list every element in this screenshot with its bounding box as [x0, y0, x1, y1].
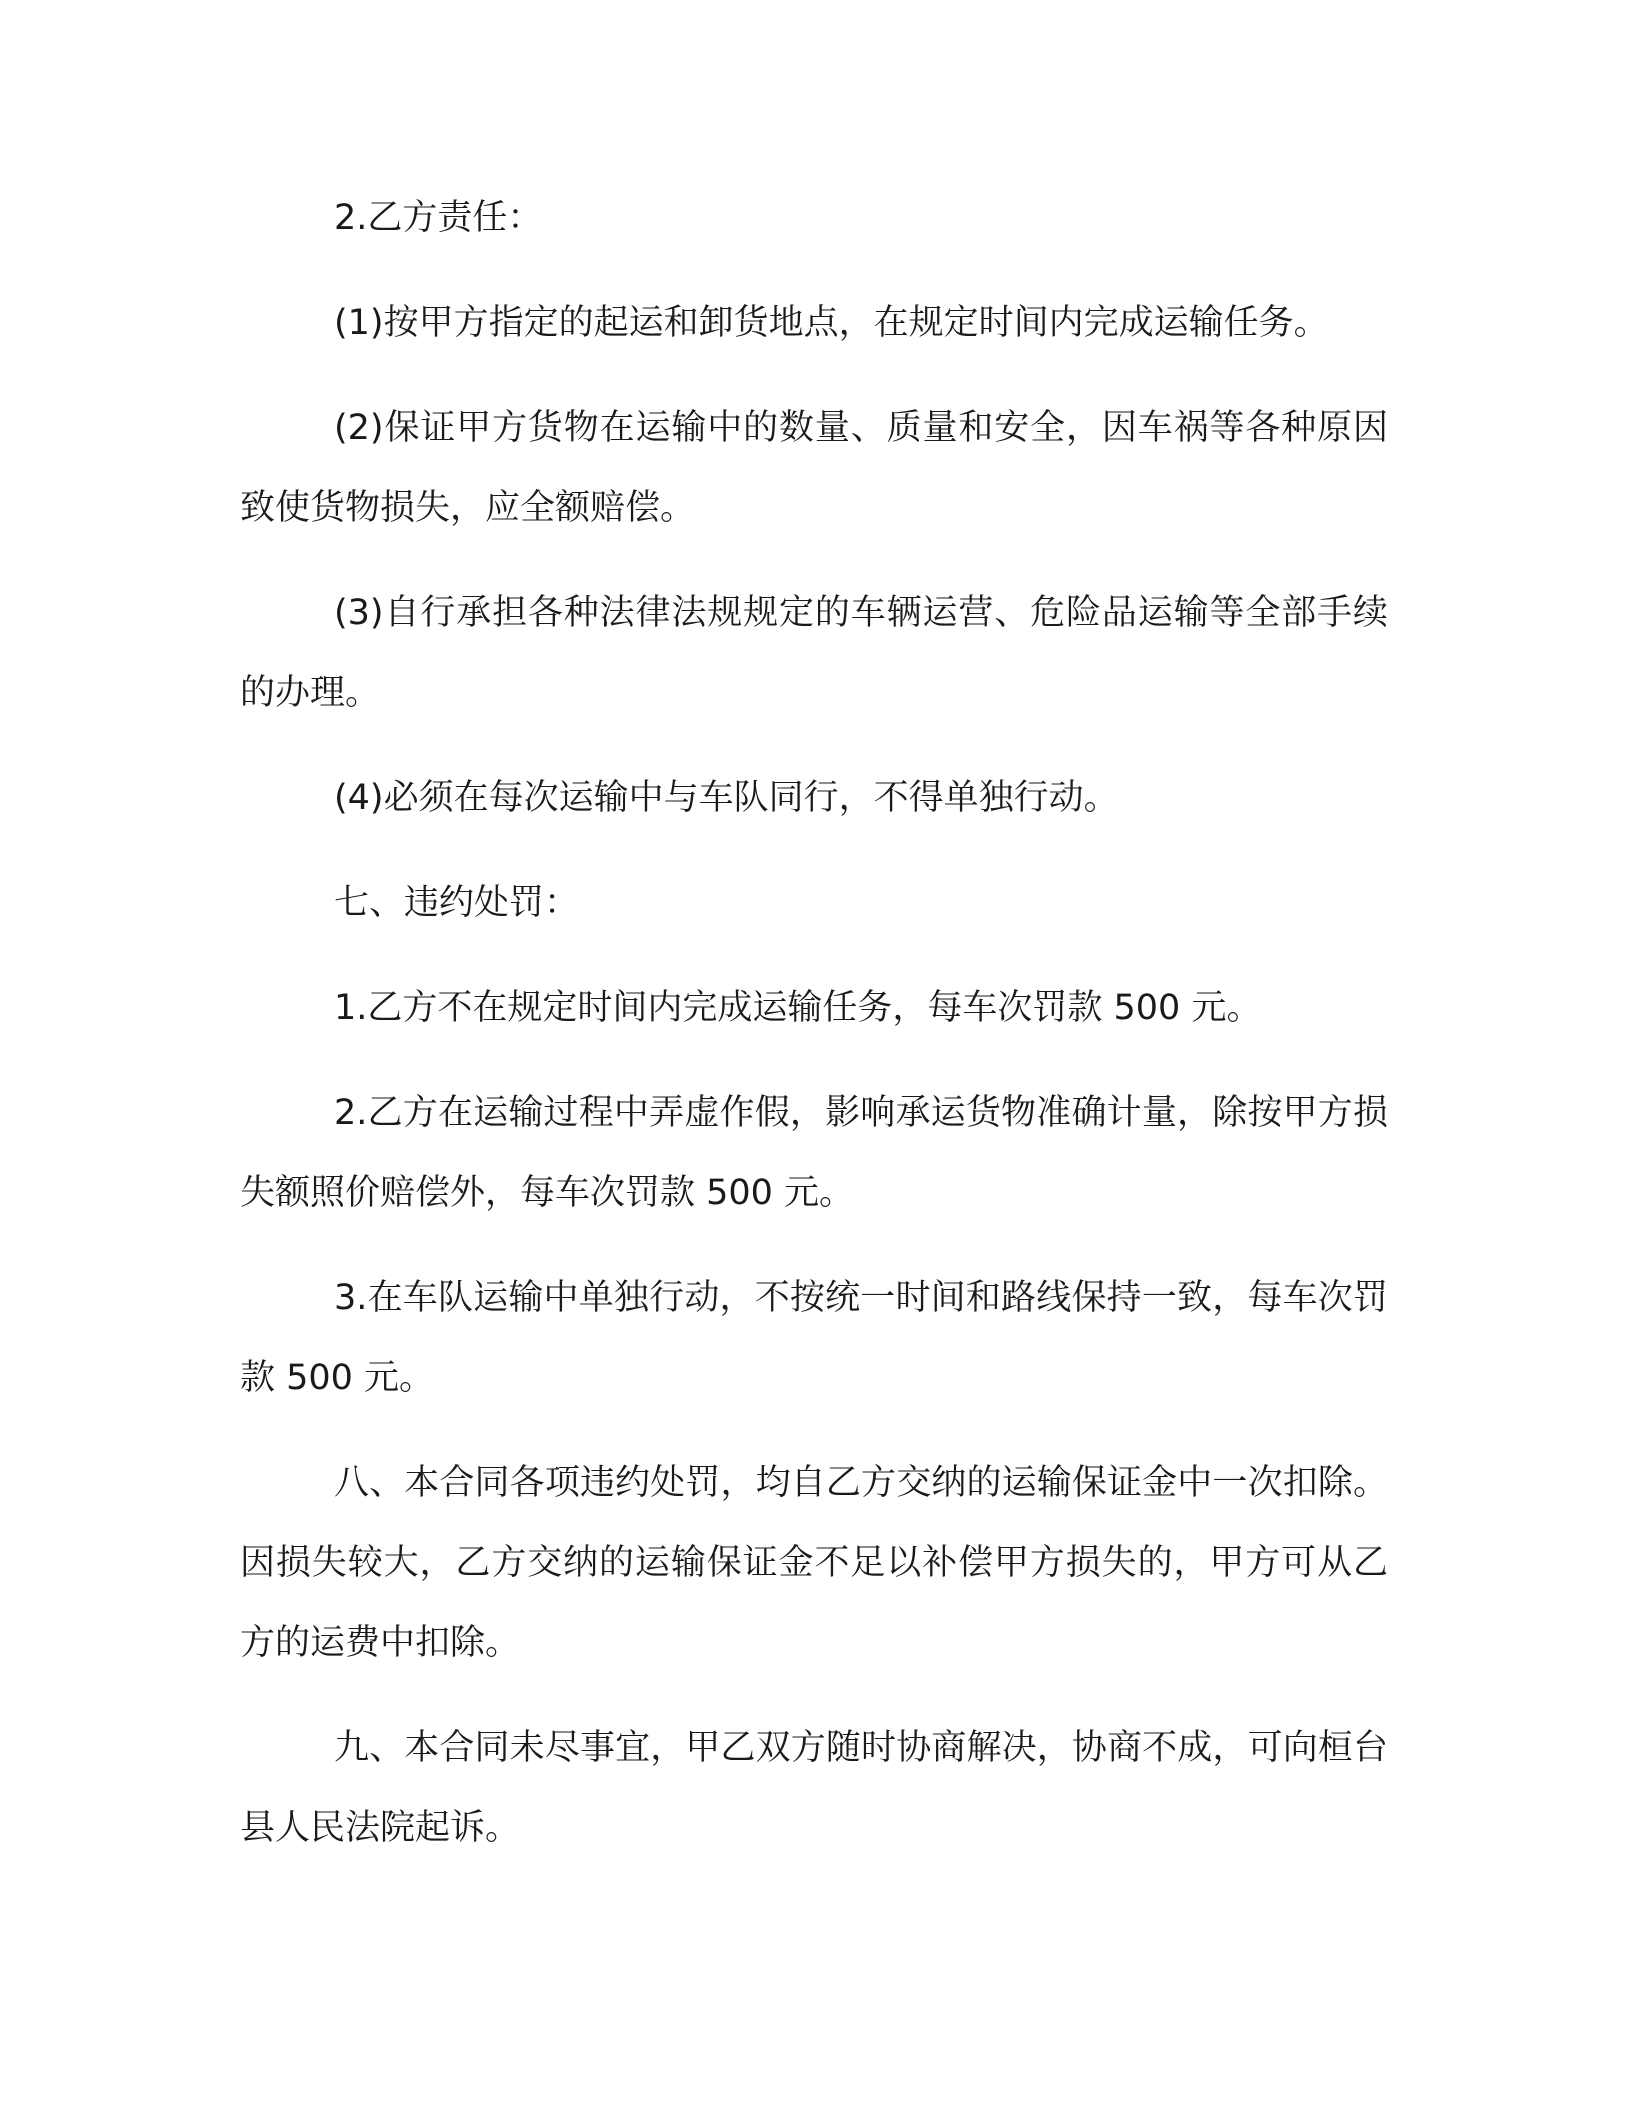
para-penalty-1: 1.乙方不在规定时间内完成运输任务，每车次罚款 500 元。: [334, 988, 1262, 1028]
para-party-b-responsibility-heading: 2.乙方责任：: [334, 198, 543, 238]
para-responsibility-2: (2)保证甲方货物在运输中的数量、质量和安全，因车祸等各种原因致使货物损失，应全额赔偿。: [240, 408, 1388, 528]
para-responsibility-3: (3)自行承担各种法律法规规定的车辆运营、危险品运输等全部手续的办理。: [240, 593, 1388, 713]
document-body: [240, 178, 1388, 1893]
para-penalty-2: 2.乙方在运输过程中弄虚作假，影响承运货物准确计量，除按甲方损失额照价赔偿外，每车次罚款 500 元。: [240, 1093, 1388, 1213]
para-penalty-3: 3.在车队运输中单独行动，不按统一时间和路线保持一致，每车次罚款 500 元。: [240, 1278, 1388, 1398]
para-section-7-heading: 七、违约处罚：: [334, 883, 580, 923]
para-section-8: 八、本合同各项违约处罚，均自乙方交纳的运输保证金中一次扣除。因损失较大，乙方交纳的运输保证金不足以补偿甲方损失的，甲方可从乙方的运费中扣除。: [240, 1463, 1388, 1663]
para-section-9: 九、本合同未尽事宜，甲乙双方随时协商解决，协商不成，可向桓台县人民法院起诉。: [240, 1728, 1388, 1848]
para-responsibility-1: (1)按甲方指定的起运和卸货地点，在规定时间内完成运输任务。: [334, 303, 1329, 343]
para-responsibility-4: (4)必须在每次运输中与车队同行，不得单独行动。: [334, 778, 1119, 818]
